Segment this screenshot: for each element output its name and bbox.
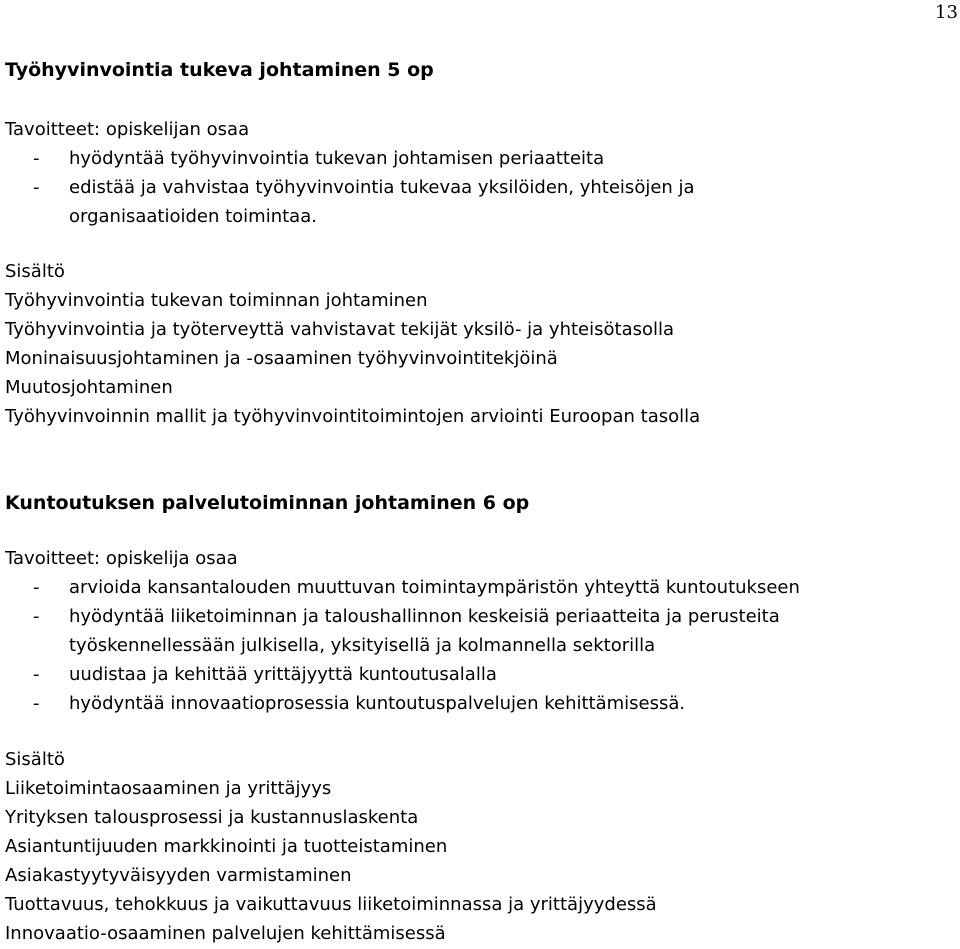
page-number: 13: [935, 2, 958, 23]
goal-text: edistää ja vahvistaa työhyvinvointia tukevaa yksilöiden, yhteisöjen ja: [69, 177, 695, 198]
goals-block-2: [5, 544, 955, 718]
goal-text: arvioida kansantalouden muuttuvan toimintaympäristön yhteyttä kuntoutukseen: [69, 577, 800, 598]
content-item: Yrityksen talousprosessi ja kustannuslaskenta: [5, 807, 419, 828]
content-item: Asiakastyytyväisyyden varmistaminen: [5, 865, 352, 886]
goal-item: [5, 573, 955, 602]
goal-text: uudistaa ja kehittää yrittäjyyttä kuntoutusalalla: [69, 664, 497, 685]
content-item: Moninaisuusjohtaminen ja -osaaminen työhyvinvointitekjöinä: [5, 348, 558, 369]
goals-label: Tavoitteet: opiskelija osaa: [5, 548, 238, 569]
goal-text: hyödyntää liiketoiminnan ja taloushallinnon keskeisiä periaatteita ja perusteita: [69, 606, 780, 627]
content-item: Asiantuntijuuden markkinointi ja tuotteistaminen: [5, 836, 448, 857]
goal-item: [5, 602, 955, 631]
content-item: Liiketoimintaosaaminen ja yrittäjyys: [5, 778, 332, 799]
content-label: Sisältö: [5, 749, 65, 770]
bullet-dash: -: [33, 693, 40, 714]
goals-label: Tavoitteet: opiskelijan osaa: [5, 119, 250, 140]
goal-text: hyödyntää työhyvinvointia tukevan johtamisen periaatteita: [69, 148, 605, 169]
course-section-2: [5, 491, 955, 515]
content-block-2: [5, 745, 955, 948]
goal-text: hyödyntää innovaatioprosessia kuntoutuspalvelujen kehittämisessä.: [69, 693, 686, 714]
content-item: Työhyvinvointia ja työterveyttä vahvistavat tekijät yksilö- ja yhteisötasolla: [5, 319, 675, 340]
content-item: Työhyvinvoinnin mallit ja työhyvinvointitoimintojen arviointi Euroopan tasolla: [5, 406, 701, 427]
goal-item: [5, 689, 955, 718]
bullet-dash: -: [33, 148, 40, 169]
content-item: Tuottavuus, tehokkuus ja vaikuttavuus liiketoiminnassa ja yrittäjyydessä: [5, 894, 657, 915]
bullet-dash: -: [33, 577, 40, 598]
course-title: Työhyvinvointia tukeva johtaminen 5 op: [5, 59, 434, 81]
goal-text-continuation: organisaatioiden toimintaa.: [69, 206, 317, 227]
goal-item: [5, 660, 955, 689]
course-title: Kuntoutuksen palvelutoiminnan johtaminen 6 op: [5, 492, 530, 514]
content-item: Työhyvinvointia tukevan toiminnan johtaminen: [5, 290, 428, 311]
goal-text-continuation: työskennellessään julkisella, yksityisellä ja kolmannella sektorilla: [69, 635, 656, 656]
course-section-1: [5, 58, 955, 82]
goal-item: [5, 144, 955, 173]
content-item: Muutosjohtaminen: [5, 377, 173, 398]
bullet-dash: -: [33, 177, 40, 198]
bullet-dash: -: [33, 664, 40, 685]
content-label: Sisältö: [5, 261, 65, 282]
goals-block-1: [5, 115, 955, 231]
bullet-dash: -: [33, 606, 40, 627]
content-block-1: [5, 257, 955, 431]
content-item: Innovaatio-osaaminen palvelujen kehittämisessä: [5, 923, 446, 944]
goal-item: [5, 173, 955, 202]
